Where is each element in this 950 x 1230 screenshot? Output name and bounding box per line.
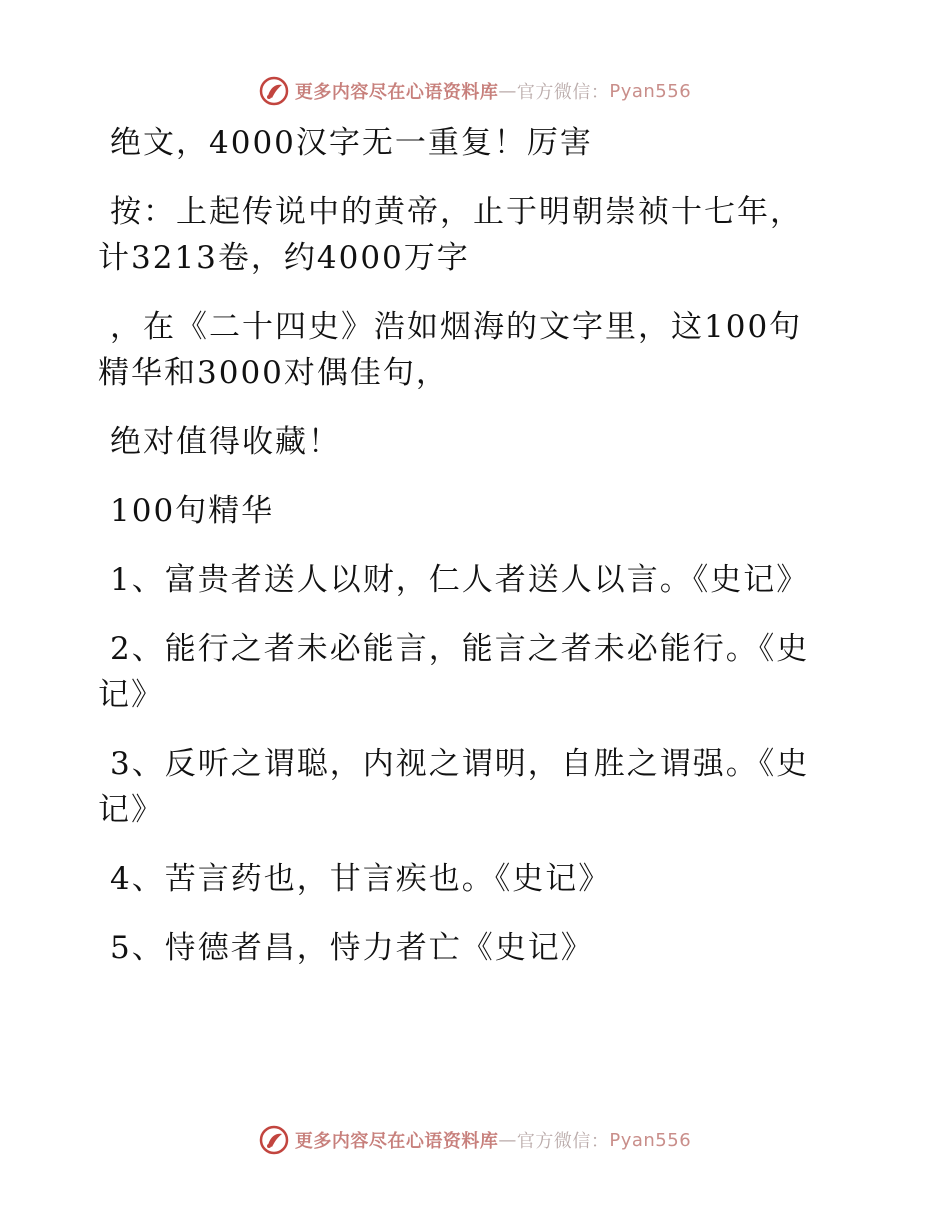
quote-item: [98, 856, 858, 902]
section-heading: [98, 488, 858, 534]
paragraph-line: 5、恃德者昌，恃力者亡《史记》: [110, 930, 594, 966]
paragraph-line: 记》: [98, 792, 164, 828]
paragraph-line: 4、苦言药也，甘言疾也。《史记》: [110, 861, 612, 897]
footer-watermark: [0, 1120, 950, 1160]
watermark-title: 更多内容尽在心语资料库: [294, 1131, 499, 1152]
paragraph: [98, 120, 858, 166]
paragraph-line: 计3213卷，约4000万字: [98, 240, 470, 276]
paragraph: [98, 419, 858, 465]
paragraph-line: 绝文，4000汉字无一重复！厉害: [110, 125, 593, 161]
watermark-wechat-id: Pyan556: [609, 80, 692, 102]
paragraph-line: ，在《二十四史》浩如烟海的文字里，这100句: [110, 309, 803, 345]
quote-item: [98, 925, 858, 971]
quote-item: [98, 741, 858, 833]
paragraph-line: 按：上起传说中的黄帝，止于明朝崇祯十七年，: [110, 194, 803, 230]
paragraph-line: 精华和3000对偶佳句，: [98, 355, 449, 391]
brand-logo-icon: [259, 1125, 289, 1155]
paragraph: [98, 304, 858, 396]
document-body: [98, 120, 858, 994]
header-watermark: [0, 71, 950, 111]
paragraph-line: 2、能行之者未必能言，能言之者未必能行。《史: [110, 631, 810, 667]
watermark-wechat-label: 官方微信：: [516, 1131, 610, 1152]
quote-item: [98, 557, 858, 603]
watermark-wechat-label: 官方微信：: [516, 82, 610, 103]
paragraph-line: 100句精华: [110, 493, 275, 529]
paragraph-line: 绝对值得收藏！: [110, 424, 341, 460]
watermark-title: 更多内容尽在心语资料库: [294, 82, 499, 103]
brand-logo-icon: [259, 76, 289, 106]
paragraph-line: 3、反听之谓聪，内视之谓明，自胜之谓强。《史: [110, 746, 810, 782]
paragraph: [98, 189, 858, 281]
paragraph-line: 1、富贵者送人以财，仁人者送人以言。《史记》: [110, 562, 810, 598]
watermark-dash: —: [498, 80, 517, 102]
watermark-dash: —: [498, 1129, 517, 1151]
quote-item: [98, 626, 858, 718]
paragraph-line: 记》: [98, 677, 164, 713]
watermark-wechat-id: Pyan556: [609, 1129, 692, 1151]
